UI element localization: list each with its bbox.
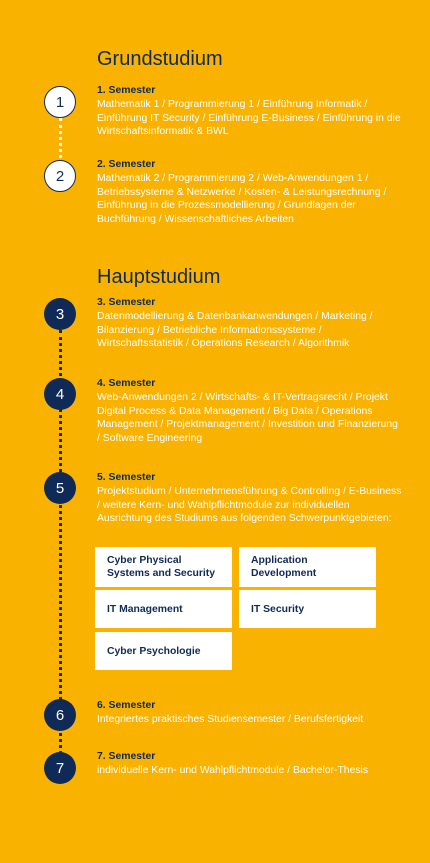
semester-marker-1: 1	[44, 86, 76, 118]
semester-description: Projektstudium / Unternehmensführung & Controlling / E-Business / weitere Kern- und Wahlpflichtmodule zur individuellen Ausrichtung des Studiums aus folgenden Schwerpunktgebieten:	[97, 485, 402, 525]
semester-marker-6: 6	[44, 699, 76, 731]
timeline-connector-1-2	[59, 118, 62, 164]
semester-block-4	[97, 377, 402, 446]
specialization-cyber-psychologie: Cyber Psychologie	[95, 632, 232, 670]
semester-title: 6. Semester	[97, 700, 156, 711]
semester-block-2	[97, 158, 402, 227]
semester-marker-7: 7	[44, 752, 76, 784]
semester-description: individuelle Kern- und Wahlpflichtmodule / Bachelor-Thesis	[97, 764, 369, 776]
semester-block-7	[97, 750, 402, 778]
semester-title: 5. Semester	[97, 472, 156, 483]
semester-title: 4. Semester	[97, 378, 156, 389]
semester-block-5	[97, 471, 402, 526]
semester-description: Mathematik 2 / Programmierung 2 / Web-Anwendungen 1 / Betriebssysteme & Netzwerke / Kosten- & Leistungsrechnung / Einführung in die Prozessmodellierung / Grundlagen der Buchführung / Wissenschaftliches Arbeiten	[97, 172, 387, 226]
semester-title: 7. Semester	[97, 751, 156, 762]
semester-description: Datenmodellierung & Datenbankanwendungen / Marketing / Bilanzierung / Betriebliche Informationssysteme / Wirtschaftsstatistik / Operations Research / Algorithmik	[97, 310, 373, 350]
semester-block-3	[97, 296, 402, 351]
semester-description: Web-Anwendungen 2 / Wirtschafts- & IT-Vertragsrecht / Projekt Digital Process & Data Management / Big Data / Operations Management / Projektmanagement / Investition und Finanzierung / Software Engineering	[97, 391, 398, 445]
semester-title: 3. Semester	[97, 297, 156, 308]
semester-block-6	[97, 699, 402, 727]
semester-title: 2. Semester	[97, 159, 156, 170]
specialization-cyber-physical-systems: Cyber Physical Systems and Security	[95, 547, 232, 587]
section-title-hauptstudium: Hauptstudium	[97, 266, 221, 288]
semester-block-1	[97, 84, 402, 139]
specialization-it-security: IT Security	[239, 590, 376, 628]
semester-description: Integriertes praktisches Studiensemester / Berufsfertigkeit	[97, 713, 364, 725]
section-title-grundstudium: Grundstudium	[97, 48, 223, 70]
semester-marker-2: 2	[44, 160, 76, 192]
semester-marker-5: 5	[44, 472, 76, 504]
specialization-it-management: IT Management	[95, 590, 232, 628]
semester-title: 1. Semester	[97, 85, 156, 96]
specialization-application-development: Application Development	[239, 547, 376, 587]
semester-marker-4: 4	[44, 378, 76, 410]
semester-marker-3: 3	[44, 298, 76, 330]
semester-description: Mathematik 1 / Programmierung 1 / Einführung Informatik / Einführung IT Security / Einführung E-Business / Einführung in die Wirtschaftsinformatik & BWL	[97, 98, 401, 138]
